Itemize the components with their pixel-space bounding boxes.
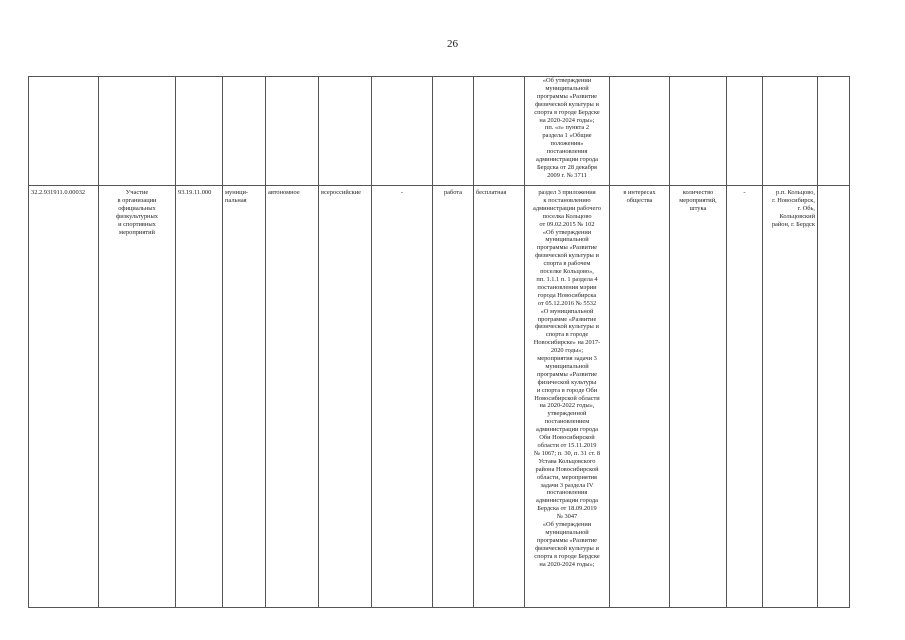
cell-dash — [727, 77, 763, 186]
cell-okved — [176, 77, 223, 186]
cell-code: 32.2.931911.0.00032 — [29, 186, 99, 608]
table-row-participation — [29, 186, 850, 608]
cell-kind — [433, 77, 474, 186]
cell-type — [266, 77, 319, 186]
cell-dash: - — [372, 186, 433, 608]
cell-kind: работа — [433, 186, 474, 608]
cell-consumers: в интересах общества — [610, 186, 670, 608]
cell-okved: 93.19.11.000 — [176, 186, 223, 608]
cell-code — [29, 77, 99, 186]
cell-consumers — [610, 77, 670, 186]
cell-location: р.п. Кольцово, г. Новосибирск, г. Обь, Кольцовский район, г. Бердск — [763, 186, 818, 608]
cell-scope — [319, 77, 372, 186]
cell-extra — [818, 77, 850, 186]
registry-table — [28, 76, 850, 608]
cell-legal-basis: «Об утверждении муниципальной программы «Развитие физической культуры и спорта в городе Бердске на 2020-2024 годы»; пп. «з» пункта 2 раздела 1 «Общие положения» постановления администрации города Бердска от 28 декабря 2009 г. № 3711 — [525, 77, 610, 186]
cell-name: Участие в организации официальных физкультурных и спортивных мероприятий — [99, 186, 176, 608]
cell-level: муници- пальная — [223, 186, 266, 608]
cell-level — [223, 77, 266, 186]
cell-location — [763, 77, 818, 186]
cell-payment: бесплатная — [474, 186, 525, 608]
table-row-continuation — [29, 77, 850, 186]
cell-scope: всероссийские — [319, 186, 372, 608]
page-number: 26 — [447, 38, 458, 50]
cell-indicator: количество мероприятий, штука — [670, 186, 727, 608]
cell-payment — [474, 77, 525, 186]
cell-name — [99, 77, 176, 186]
cell-type: автономное — [266, 186, 319, 608]
cell-indicator — [670, 77, 727, 186]
cell-dash: - — [727, 186, 763, 608]
cell-legal-basis: раздел 3 приложения к постановлению администрации рабочего поселка Кольцово от 09.02.2015 № 102 «Об утверждении муниципальной программы «Развитие физической культуры и спорта в рабочем поселке Кольцово», пп. 1.1.1 п. 1 раздела 4 постановления мэрии города Новосибирска от 05.12.2016 № 5532 «О муниципальной программе «Развитие физической культуры и спорта в городе Новосибирске» на 2017- 2020 годы»; мероприятия задачи 3 муниципальной программы «Развитие физической культуры и спорта в городе Оби Новосибирской области на 2020-2022 годы», утвержденной постановлением администрации города Оби Новосибирской области от 15.11.2019 № 1067; п. 30, п. 31 ст. 8 Устава Кольцовского района Новосибирской области, мероприятия задачи 3 раздела IV постановления администрации города Бердска от 18.09.2019 № 3047 «Об утверждении муниципальной программы «Развитие физической культуры и спорта в городе Бердске на 2020-2024 годы»; — [525, 186, 610, 608]
cell-extra — [818, 186, 850, 608]
cell-dash — [372, 77, 433, 186]
